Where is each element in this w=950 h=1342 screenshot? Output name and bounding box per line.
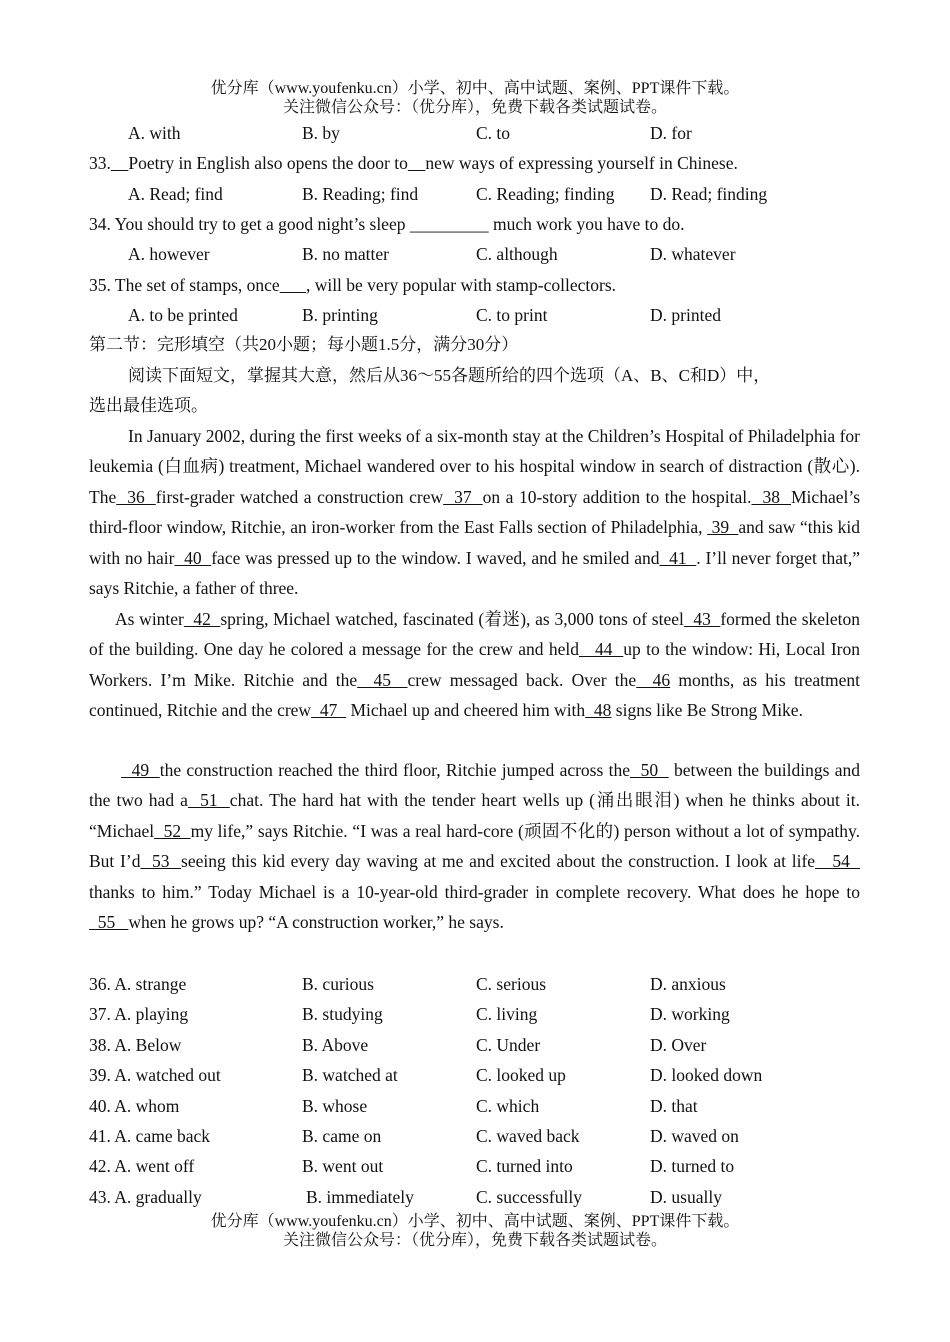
passage-paragraph-3	[89, 755, 860, 937]
cloze-blank: 50	[630, 760, 669, 780]
footer-line-2: 关注微信公众号：（优分库），免费下载各类试题试卷。	[282, 1232, 667, 1249]
question-36-option-b: B. curious	[302, 974, 374, 994]
question-42-option-a: 42. A. went off	[89, 1156, 195, 1177]
cloze-blank: 38	[751, 486, 791, 507]
q33-option-d: D. Read; finding	[650, 184, 768, 204]
passage-text: and saw “this kid with no hair	[89, 517, 860, 568]
question-42-option-b: B. went out	[302, 1156, 384, 1177]
q34-option-d: D. whatever	[650, 244, 736, 264]
passage-paragraph-1	[89, 421, 860, 603]
q33-option-c: C. Reading; finding	[476, 184, 615, 204]
section-instruction-2: 选出最佳选项。	[89, 396, 208, 415]
cloze-blank: 54	[815, 851, 860, 872]
cloze-blank: 47	[311, 700, 347, 721]
footer-line-1: 优分库（www.youfenku.cn）小学、初中、高中试题、案例、PPT课件下载。	[210, 1213, 740, 1230]
passage-text: between the buildings and the two had a	[89, 760, 861, 811]
q34-option-b: B. no matter	[302, 244, 389, 264]
question-36-option-c: C. serious	[476, 974, 546, 994]
cloze-blank: 36	[116, 486, 156, 507]
cloze-blank: 45	[357, 669, 408, 690]
passage-text: face was pressed up to the window. I waved, and he smiled and	[211, 547, 660, 568]
q32-option-a: A. with	[128, 123, 181, 143]
header-line-2: 关注微信公众号：（优分库），免费下载各类试题试卷。	[282, 99, 667, 116]
question-42-option-c: C. turned into	[476, 1156, 573, 1177]
header-line-1: 优分库（www.youfenku.cn）小学、初中、高中试题、案例、PPT课件下载。	[210, 80, 740, 97]
passage-text: up to the window: Hi, Local Iron Workers. I’m Mike. Ritchie and the	[89, 639, 861, 690]
question-43-option-b: B. immediately	[306, 1186, 414, 1207]
question-39-option-c: C. looked up	[476, 1065, 566, 1086]
question-40-option-a: 40. A. whom	[89, 1095, 180, 1116]
passage-text: on a 10-story addition to the hospital.	[482, 486, 752, 507]
question-38-option-b: B. Above	[302, 1034, 369, 1055]
cloze-blank: 46	[636, 669, 671, 690]
passage-text: first-grader watched a construction crew	[155, 486, 444, 507]
cloze-blank: 55	[89, 912, 129, 933]
q34-option-a: A. however	[128, 244, 210, 264]
question-38-option-a: 38. A. Below	[89, 1034, 182, 1055]
q35-stem: 35. The set of stamps, once , will be very popular with stamp-collectors.	[89, 275, 616, 295]
q32-option-d: D. for	[650, 123, 692, 143]
question-36-option-a: 36. A. strange	[89, 974, 187, 994]
cloze-blank: 39	[707, 517, 739, 538]
page-footer	[0, 1212, 950, 1250]
passage-text: chat. The hard hat with the tender heart wells up (涌出眼泪) when he thinks about it. “Michael	[89, 790, 861, 841]
q33-option-b: B. Reading; find	[302, 184, 419, 204]
passage-text: seeing this kid every day waving at me and excited about the construction. I look at life	[181, 851, 816, 872]
question-40-option-d: D. that	[650, 1095, 698, 1116]
passage-text: As winter	[115, 609, 184, 629]
question-41-option-d: D. waved on	[650, 1126, 739, 1146]
question-39-option-b: B. watched at	[302, 1065, 398, 1086]
cloze-blank: 51	[187, 790, 230, 811]
passage-text: the construction reached the third floor, Ritchie jumped across the	[159, 760, 630, 780]
question-40-option-b: B. whose	[302, 1095, 368, 1116]
cloze-blank: 41	[659, 547, 697, 568]
section-instruction-1: 阅读下面短文，掌握其大意，然后从36～55各题所给的四个选项（A、B、C和D）中，	[128, 366, 771, 385]
cloze-blank: 43	[683, 609, 721, 629]
cloze-blank: 48	[585, 700, 612, 721]
question-42-option-d: D. turned to	[650, 1156, 735, 1177]
passage-text: spring, Michael watched, fascinated (着迷), as 3,000 tons of steel	[220, 609, 684, 629]
q32-option-c: C. to	[476, 123, 511, 143]
question-39-option-a: 39. A. watched out	[89, 1065, 221, 1086]
question-43-option-d: D. usually	[650, 1186, 722, 1207]
question-41-option-b: B. came on	[302, 1126, 382, 1146]
question-38-option-c: C. Under	[476, 1034, 541, 1055]
passage-text: Michael up and cheered him with	[346, 700, 586, 721]
cloze-blank: 42	[183, 609, 221, 629]
q35-option-d: D. printed	[650, 305, 721, 325]
q34-option-c: C. although	[476, 244, 558, 264]
question-37-option-c: C. living	[476, 1004, 538, 1025]
passage-paragraph-2	[89, 604, 860, 726]
cloze-blank: 40	[174, 547, 212, 568]
cloze-blank: 44	[578, 639, 624, 660]
cloze-blank: 49	[121, 760, 160, 780]
page-header	[0, 79, 950, 117]
passage-text: signs like Be Strong Mike.	[611, 700, 803, 721]
passage-text: thanks to him.” Today Michael is a 10-year-old third-grader in complete recovery. What does he hope to	[89, 881, 860, 902]
q33-stem: 33. Poetry in English also opens the door to new ways of expressing yourself in Chinese.	[89, 153, 738, 173]
passage-text: formed the skeleton of the building. One day he colored a message for the crew and held	[89, 609, 861, 660]
cloze-blank: 37	[443, 486, 483, 507]
passage-text: . I’ll never forget that,” says Ritchie, a father of three.	[89, 547, 861, 599]
q33-blank-1	[111, 153, 129, 173]
passage-text: In January 2002, during the first weeks of a six-month stay at the Children’s Hospital of Philadelphia for leukemia (白血病) treatment, Michael wandered over to his hospital window in search of distraction (散心). The	[89, 426, 860, 507]
q33-option-a: A. Read; find	[128, 184, 223, 204]
question-38-option-d: D. Over	[650, 1034, 707, 1055]
q35-option-b: B. printing	[302, 305, 378, 325]
q35-option-c: C. to print	[476, 305, 548, 325]
question-39-option-d: D. looked down	[650, 1065, 763, 1086]
question-41-option-a: 41. A. came back	[89, 1126, 210, 1146]
question-36-option-d: D. anxious	[650, 974, 726, 994]
passage-text: when he grows up? “A construction worker,” he says.	[128, 912, 504, 933]
q35-option-a: A. to be printed	[128, 305, 238, 325]
question-40-option-c: C. which	[476, 1095, 540, 1116]
question-37-option-a: 37. A. playing	[89, 1004, 189, 1025]
passage-text: months, as his treatment continued, Ritchie and the crew	[89, 669, 861, 721]
passage-text: crew messaged back. Over the	[407, 669, 637, 690]
passage-text: my life,” says Ritchie. “I was a real hard-core (顽固不化的) person without a lot of sympathy. But I’d	[89, 820, 860, 872]
question-43-option-a: 43. A. gradually	[89, 1186, 202, 1207]
passage-text: Michael’s third-floor window, Ritchie, an iron-worker from the East Falls section of Philadelphia,	[89, 486, 861, 538]
cloze-blank: 52	[154, 820, 191, 841]
q34-stem: 34. You should try to get a good night’s sleep _________ much work you have to do.	[89, 214, 685, 234]
section-title: 第二节：完形填空（共20小题；每小题1.5分，满分30分）	[89, 335, 519, 354]
question-43-option-c: C. successfully	[476, 1186, 582, 1207]
question-37-option-d: D. working	[650, 1004, 730, 1025]
q32-option-b: B. by	[302, 123, 340, 143]
q35-blank	[280, 275, 306, 295]
question-41-option-c: C. waved back	[476, 1126, 580, 1146]
q33-blank-2	[408, 153, 426, 173]
question-37-option-b: B. studying	[302, 1004, 383, 1025]
cloze-blank: 53	[140, 851, 182, 872]
